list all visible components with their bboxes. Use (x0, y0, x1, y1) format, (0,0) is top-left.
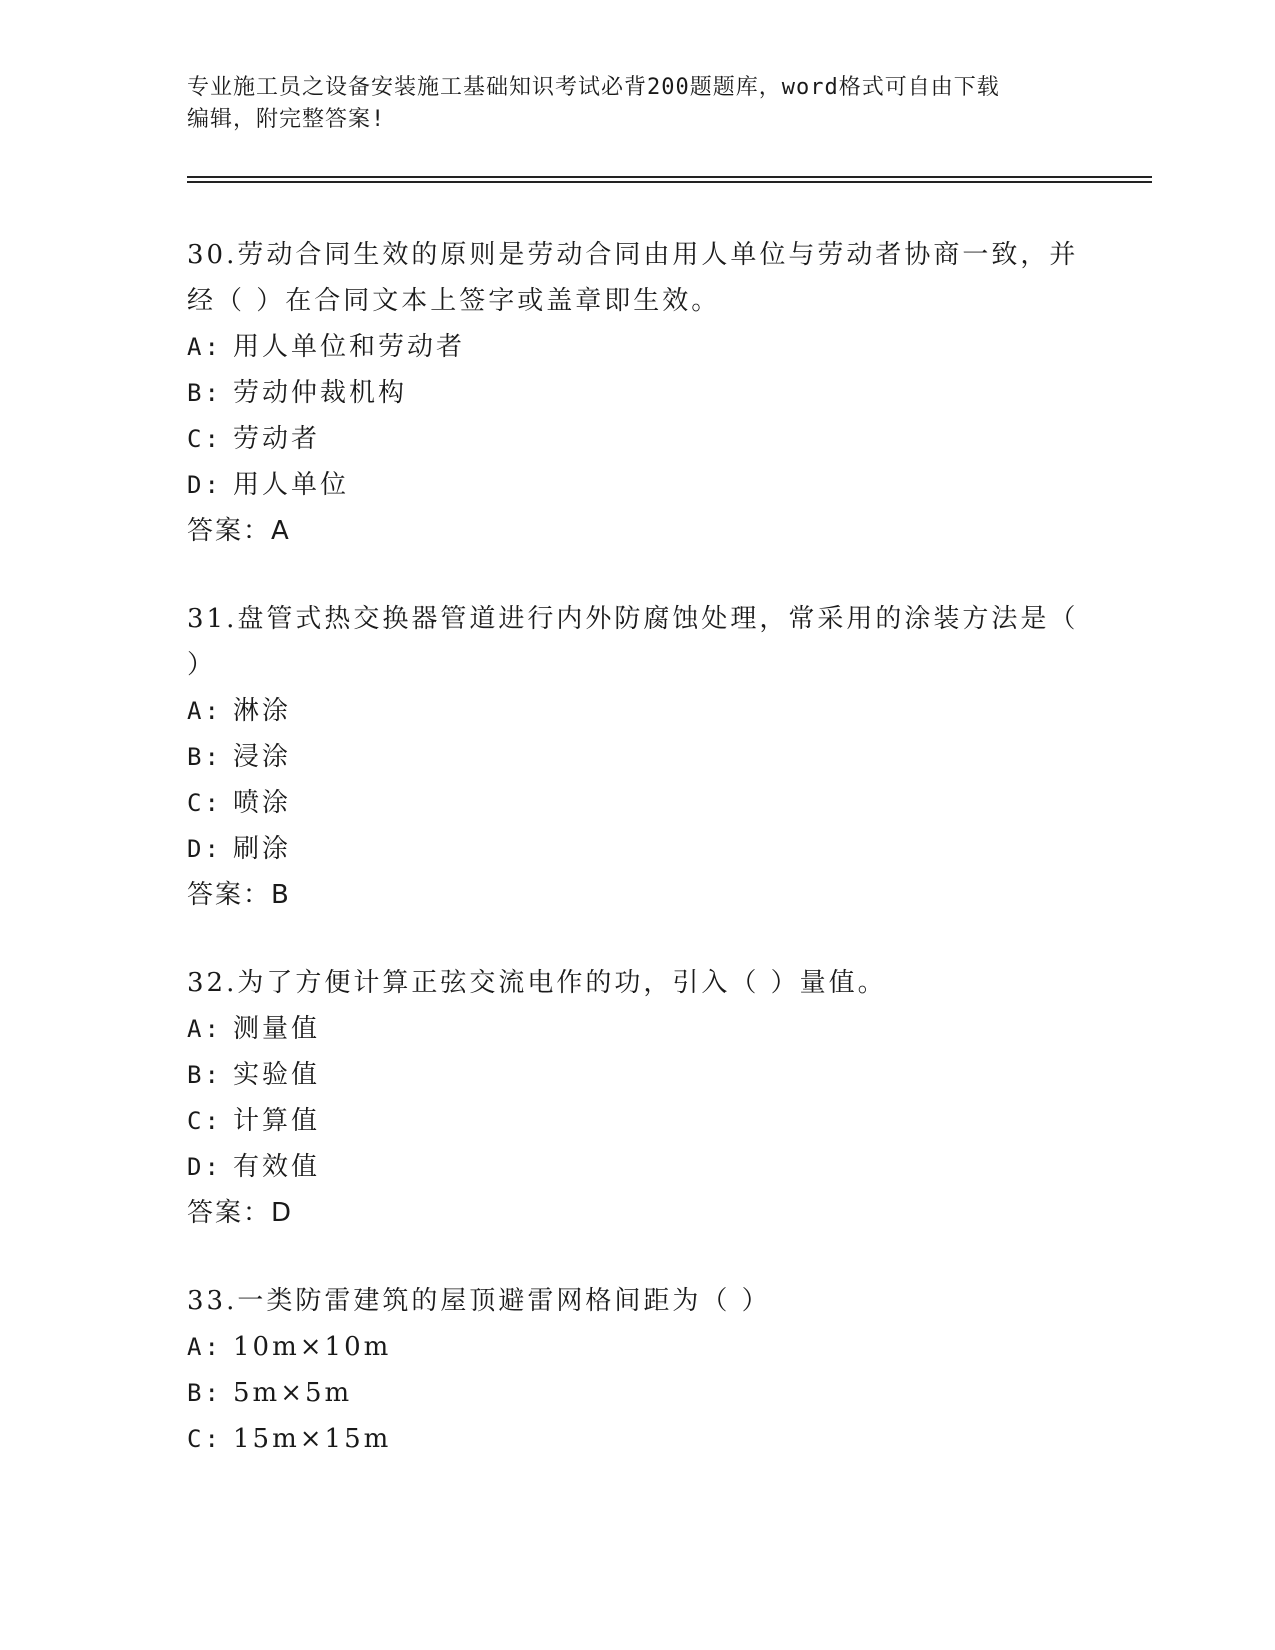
option-letter: A: (187, 1015, 222, 1043)
option-b (187, 370, 1087, 416)
option-text: 计算值 (233, 1106, 321, 1136)
question-text (187, 232, 1087, 324)
option-letter: D: (187, 471, 222, 499)
option-d (187, 462, 1087, 508)
header-divider-bottom (187, 181, 1152, 183)
option-b (187, 734, 1087, 780)
option-c (187, 1416, 1087, 1462)
option-text: 用人单位 (233, 470, 350, 500)
question-list (187, 232, 1087, 1504)
header-divider-top (187, 176, 1152, 178)
option-letter: A: (187, 333, 222, 361)
header-line-2: 编辑，附完整答案! (187, 107, 386, 132)
question-31 (187, 596, 1087, 918)
option-c (187, 780, 1087, 826)
option-a (187, 1324, 1087, 1370)
option-text: 测量值 (233, 1014, 321, 1044)
option-text: 淋涂 (233, 696, 292, 726)
option-letter: C: (187, 425, 222, 453)
answer-line: 答案：A (187, 516, 291, 546)
question-32 (187, 960, 1087, 1236)
option-d (187, 1144, 1087, 1190)
question-text-line-2: ） (187, 650, 217, 680)
question-33 (187, 1278, 1087, 1462)
option-text: 5m×5m (233, 1378, 353, 1408)
option-text: 实验值 (233, 1060, 321, 1090)
answer-line: 答案：B (187, 880, 291, 910)
option-letter: A: (187, 1333, 222, 1361)
option-text: 劳动仲裁机构 (233, 378, 408, 408)
option-a (187, 688, 1087, 734)
option-letter: D: (187, 1153, 222, 1181)
option-text: 劳动者 (233, 424, 321, 454)
option-letter: B: (187, 1061, 222, 1089)
question-text-line-2: 经（ ）在合同文本上签字或盖章即生效。 (187, 286, 721, 316)
option-text: 浸涂 (233, 742, 292, 772)
option-b (187, 1370, 1087, 1416)
option-c (187, 416, 1087, 462)
option-letter: D: (187, 835, 222, 863)
question-30 (187, 232, 1087, 554)
header-line-1: 专业施工员之设备安装施工基础知识考试必背200题题库，word格式可自由下载 (187, 75, 1000, 100)
question-text (187, 596, 1087, 688)
option-a (187, 1006, 1087, 1052)
option-letter: B: (187, 1379, 222, 1407)
answer-line: 答案：D (187, 1198, 294, 1228)
option-letter: C: (187, 1107, 222, 1135)
document-header (187, 72, 1067, 136)
option-text: 刷涂 (233, 834, 292, 864)
question-text (187, 960, 1087, 1006)
question-text-line-1: 30.劳动合同生效的原则是劳动合同由用人单位与劳动者协商一致，并 (187, 240, 1079, 270)
option-text: 喷涂 (233, 788, 292, 818)
question-text (187, 1278, 1087, 1324)
option-letter: B: (187, 379, 222, 407)
option-letter: B: (187, 743, 222, 771)
option-text: 用人单位和劳动者 (233, 332, 466, 362)
option-c (187, 1098, 1087, 1144)
option-text: 15m×15m (233, 1424, 392, 1454)
option-text: 10m×10m (233, 1332, 392, 1362)
option-b (187, 1052, 1087, 1098)
option-a (187, 324, 1087, 370)
question-text-line-1: 32.为了方便计算正弦交流电作的功，引入（ ）量值。 (187, 968, 887, 998)
option-d (187, 826, 1087, 872)
option-letter: C: (187, 789, 222, 817)
option-letter: A: (187, 697, 222, 725)
question-text-line-1: 33.一类防雷建筑的屋顶避雷网格间距为（ ） (187, 1286, 771, 1316)
option-letter: C: (187, 1425, 222, 1453)
question-text-line-1: 31.盘管式热交换器管道进行内外防腐蚀处理，常采用的涂装方法是（ (187, 604, 1079, 634)
option-text: 有效值 (233, 1152, 321, 1182)
